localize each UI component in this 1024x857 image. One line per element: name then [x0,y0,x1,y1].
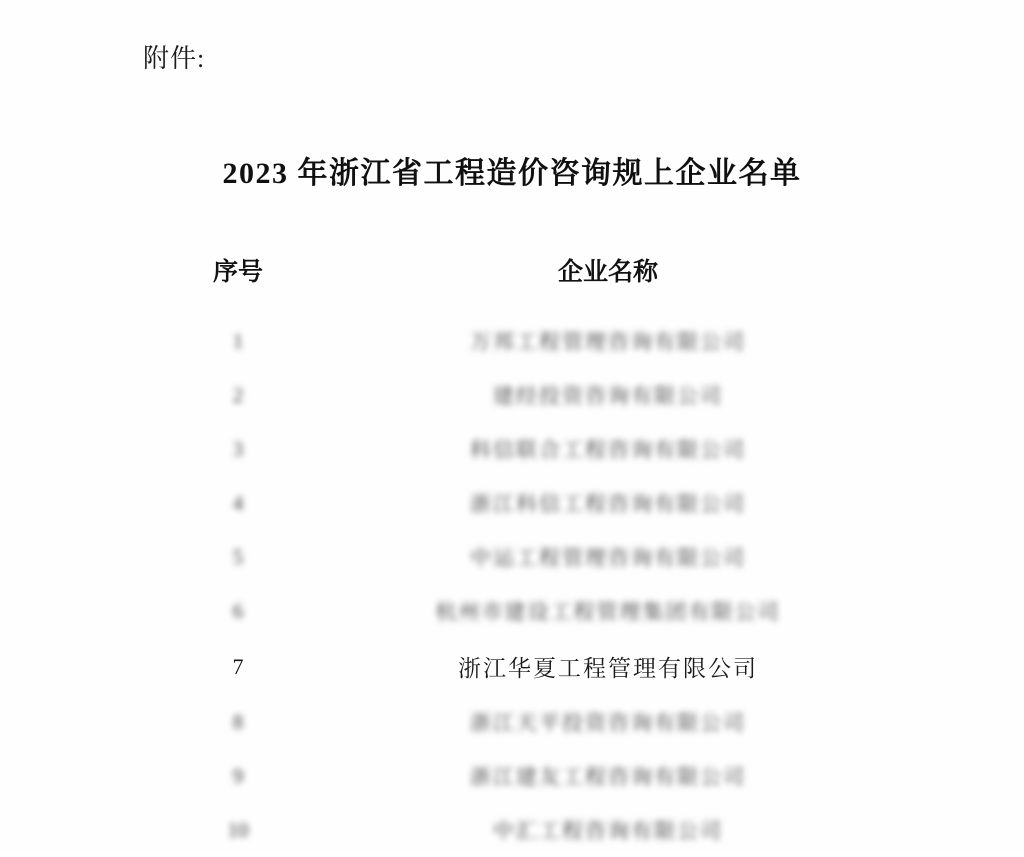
table-cell-company-name: 中汇工程咨询有限公司 [493,819,723,843]
table-row [143,749,883,803]
table-cell-company-name: 杭州市建设工程管理集团有限公司 [435,600,781,624]
company-list-table [143,252,883,857]
table-cell-index: 1 [232,328,244,353]
table-row [143,803,883,857]
table-body [143,314,883,857]
table-cell-index: 9 [232,763,244,788]
table-cell-company-name: 浙江科信工程咨询有限公司 [470,492,746,516]
table-row [143,476,883,530]
table-header [143,252,883,314]
attachment-label: 附件: [143,44,206,73]
column-header-name: 企业名称 [557,259,658,286]
company-list-container [143,252,883,857]
table-row [143,314,883,368]
table-cell-index: 7 [232,653,244,679]
page-title: 2023 年浙江省工程造价咨询规上企业名单 [222,157,802,190]
column-header-index: 序号 [212,259,263,286]
table-cell-company-name: 浙江华夏工程管理有限公司 [458,656,758,681]
table-cell-index: 10 [227,817,249,842]
table-cell-index: 6 [232,598,244,623]
table-row [143,638,883,695]
table-row [143,584,883,638]
table-cell-company-name: 万邦工程管理咨询有限公司 [470,330,746,354]
table-cell-index: 3 [232,436,244,461]
table-cell-index: 2 [232,382,244,407]
table-row [143,422,883,476]
table-cell-company-name: 浙江建友工程咨询有限公司 [470,765,746,789]
table-cell-index: 8 [232,709,244,734]
table-row [143,368,883,422]
table-cell-index: 4 [232,490,244,515]
table-row [143,530,883,584]
table-cell-company-name: 中运工程管理咨询有限公司 [470,546,746,570]
table-header-row [143,252,883,314]
table-row [143,695,883,749]
table-cell-index: 5 [232,544,244,569]
table-cell-company-name: 浙江天平投资咨询有限公司 [470,711,746,735]
table-cell-company-name: 科信联合工程咨询有限公司 [470,438,746,462]
table-cell-company-name: 建经投资咨询有限公司 [493,384,723,408]
